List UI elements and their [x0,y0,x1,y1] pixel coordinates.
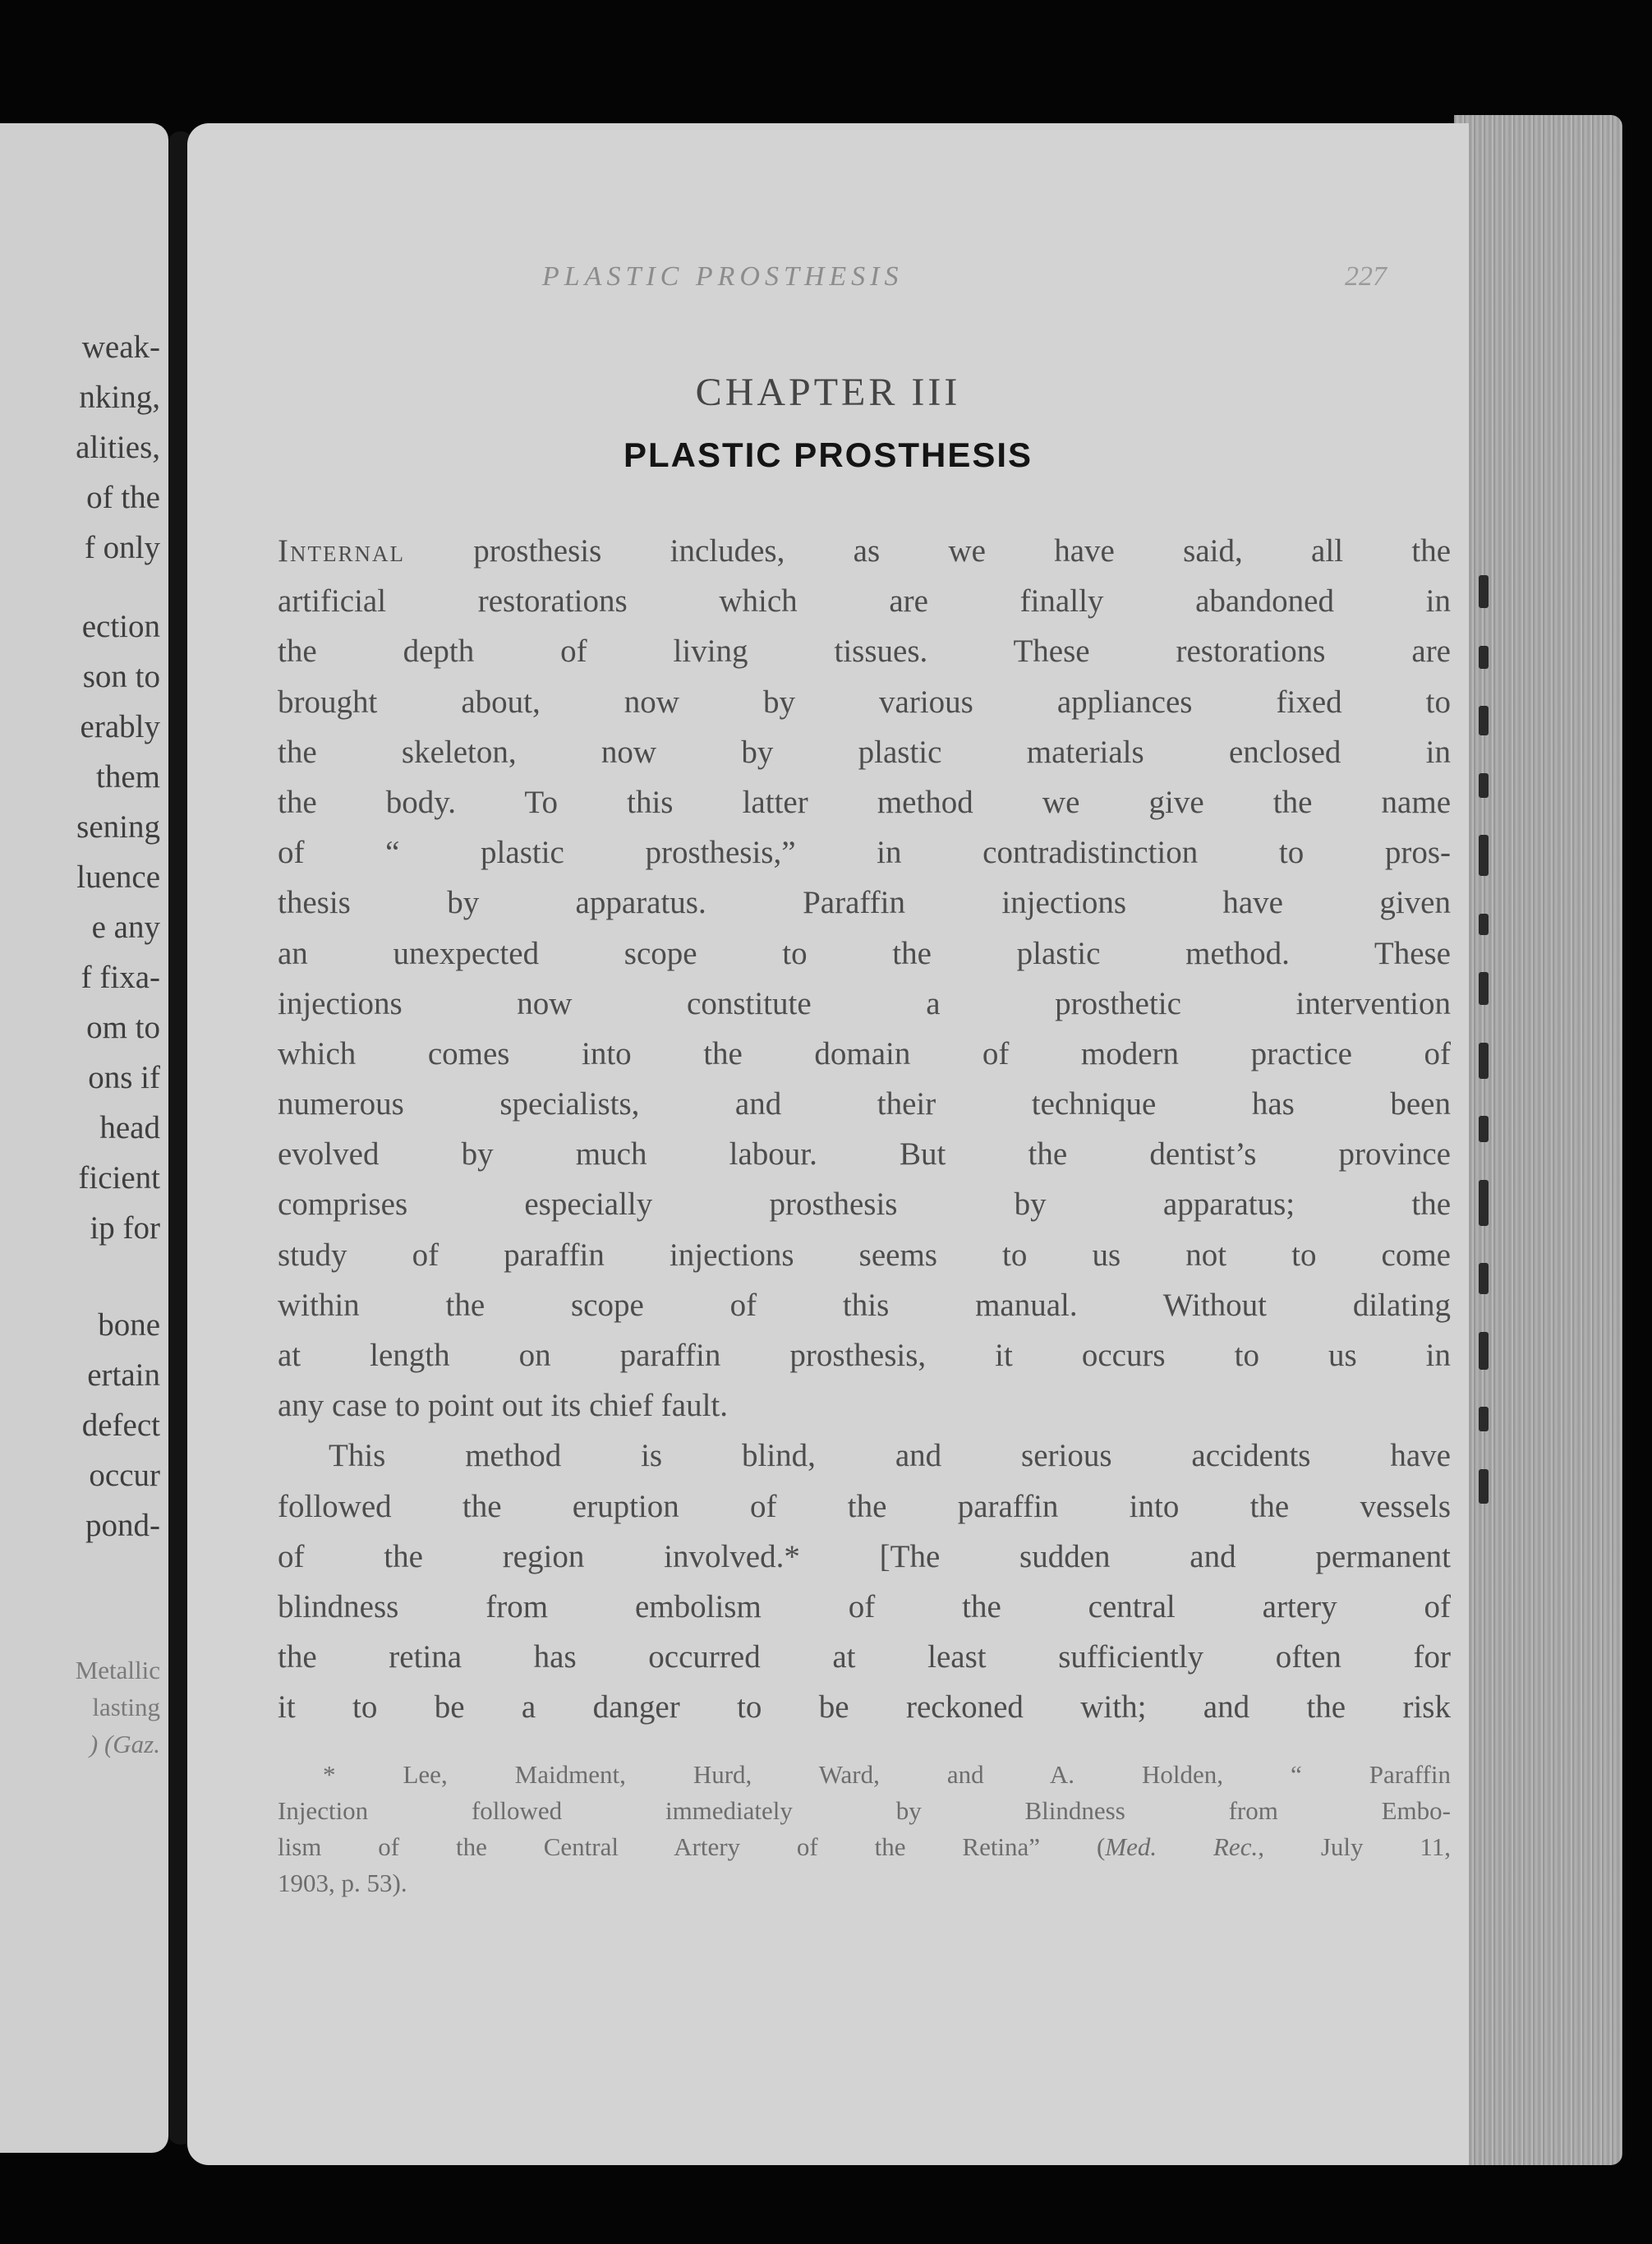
footnote-line: Injection followed immediately by Blindness from Embo- [278,1796,1451,1825]
previous-page-footnote-line: Metallic [75,1656,160,1684]
previous-page-line: defect [81,1408,160,1443]
previous-page-line: alities, [76,430,160,465]
footnote-text: , July 11, [1258,1832,1451,1861]
previous-page [0,123,168,2153]
body-line: at length on paraffin prosthesis, it occurs to us in [278,1338,1451,1373]
footnote [278,1757,1451,1901]
previous-page-line: ip for [90,1210,160,1246]
footnote-line [278,1829,1451,1865]
previous-page-line: pond- [85,1508,160,1543]
previous-page-footnote-line: ) (Gaz. [89,1730,160,1758]
previous-page-line: ons if [88,1060,160,1095]
body-line: study of paraffin injections seems to us not to come [278,1237,1451,1273]
body-line: followed the eruption of the paraffin into the vessels [278,1488,1451,1524]
previous-page-line: ficient [78,1160,160,1196]
running-head [187,261,1469,302]
body-line: the retina has occurred at least sufficiently often for [278,1639,1451,1675]
previous-page-line: of the [86,480,160,515]
previous-page-line: occur [89,1458,160,1493]
body-line: injections now constitute a prosthetic intervention [278,985,1451,1021]
previous-page-line: ection [81,609,160,644]
body-line [278,526,1451,576]
body-line: This method is blind, and serious accidents have [329,1438,1451,1474]
chapter-title: PLASTIC PROSTHESIS [623,435,1033,474]
previous-page-line: nking, [79,380,160,415]
body-line: an unexpected scope to the plastic method. These [278,935,1451,971]
book-page [187,123,1469,2165]
body-line: artificial restorations which are finally abandoned in [278,583,1451,620]
opening-small-caps-word: Internal [278,533,405,569]
previous-page-line: erably [80,709,160,744]
body-line: brought about, now by various appliances fixed to [278,684,1451,720]
body-text [278,526,1451,1733]
footnote-text: lism of the Central Artery of the Retina” ( [278,1832,1106,1861]
body-line: of “ plastic prosthesis,” in contradistinction to pros- [278,835,1451,871]
previous-page-line: son to [82,659,160,694]
body-line-text: prosthesis includes, as we have said, all the [404,533,1451,569]
footnote-line: * Lee, Maidment, Hurd, Ward, and A. Holden, “ Paraffin [323,1760,1451,1789]
previous-page-line: ertain [87,1357,160,1393]
previous-page-line: sening [76,809,160,845]
previous-page-line: them [96,759,160,795]
previous-page-line: head [99,1110,160,1145]
body-line: thesis by apparatus. Paraffin injections have given [278,885,1451,921]
footnote-line: 1903, p. 53). [278,1868,407,1897]
body-line: the body. To this latter method we give the name [278,784,1451,820]
edge-stamp-marks [1475,575,1493,1504]
previous-page-line: luence [76,859,160,895]
body-line: within the scope of this manual. Without dilating [278,1287,1451,1323]
body-line: any case to point out its chief fault. [278,1388,729,1424]
previous-page-line: bone [98,1307,160,1343]
previous-page-line: om to [86,1010,160,1045]
body-line: evolved by much labour. But the dentist’s province [278,1136,1451,1173]
body-line: of the region involved.* [The sudden and permanent [278,1538,1451,1574]
running-title: PLASTIC PROSTHESIS [542,261,904,292]
page-number: 227 [1345,261,1387,292]
journal-name: Med. Rec. [1105,1832,1259,1861]
body-line: numerous specialists, and their technique has been [278,1086,1451,1122]
body-line: blindness from embolism of the central artery of [278,1588,1451,1624]
previous-page-line: e any [91,910,160,945]
chapter-label: CHAPTER III [695,371,961,414]
body-line: it to be a danger to be reckoned with; and the risk [278,1689,1451,1726]
body-line: which comes into the domain of modern practice of [278,1035,1451,1071]
previous-page-line: f fixa- [81,960,160,995]
body-line: comprises especially prosthesis by apparatus; the [278,1187,1451,1223]
previous-page-line: f only [84,530,160,565]
previous-page-footnote-line: lasting [92,1693,160,1721]
previous-page-line: weak- [81,329,160,365]
body-line: the depth of living tissues. These restorations are [278,634,1451,670]
body-line: the skeleton, now by plastic materials enclosed in [278,734,1451,770]
